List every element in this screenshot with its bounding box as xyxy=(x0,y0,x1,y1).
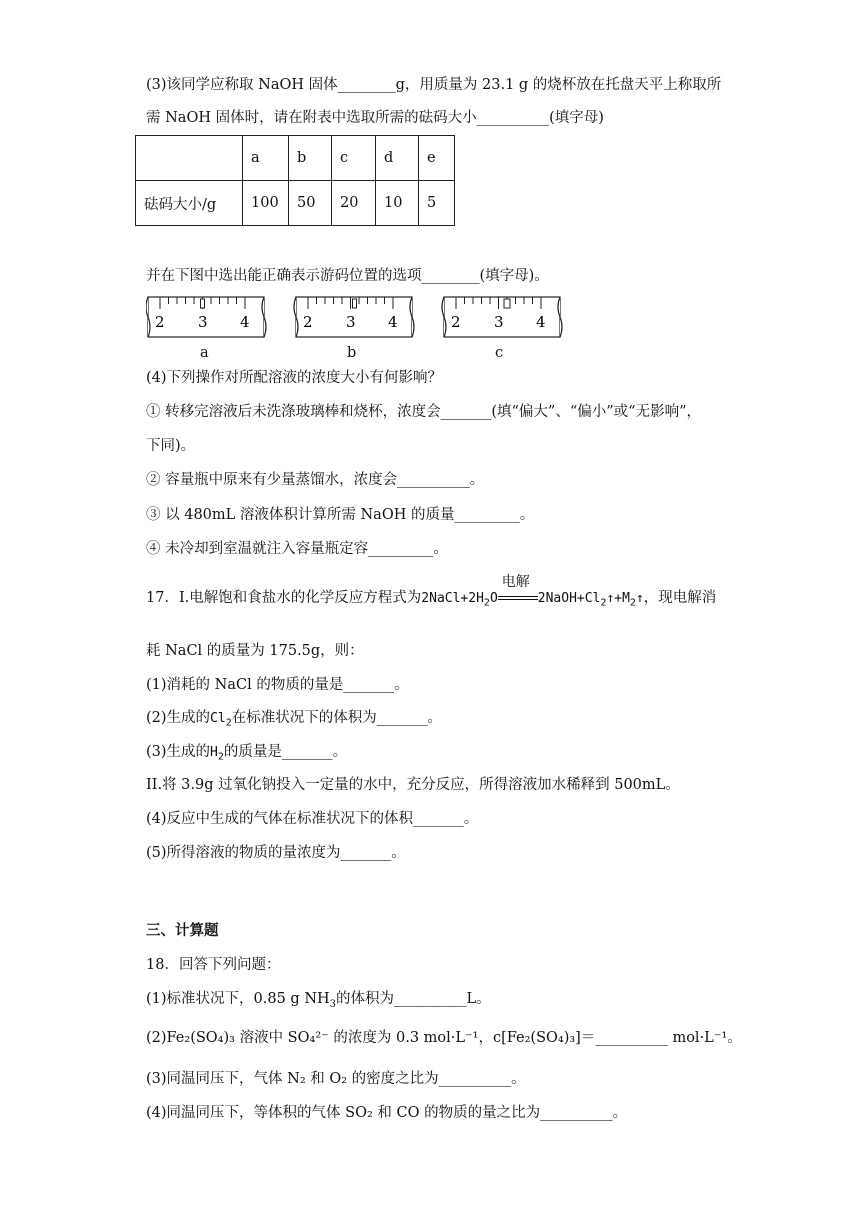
section-title: 三、计算题 xyxy=(146,922,219,939)
ruler-tick-label: 4 xyxy=(536,313,546,331)
weights-table xyxy=(135,135,455,226)
ruler-tick-label: 2 xyxy=(155,313,165,331)
q18-intro: 18．回答下列问题： xyxy=(146,957,281,973)
table-cell: 100 xyxy=(243,181,289,226)
q17-question-1: (1)消耗的 NaCl 的物质的量是_______。 xyxy=(146,677,409,693)
ruler-b xyxy=(294,297,414,337)
table-header-cell: b xyxy=(289,136,332,181)
q17-q3-pre: (3)生成的 xyxy=(146,744,211,760)
ruler-tick-label: 2 xyxy=(451,313,461,331)
q17-q3-post: 的质量是_______。 xyxy=(223,744,348,760)
weights-table-data-row xyxy=(136,181,455,226)
table-header-cell: c xyxy=(332,136,376,181)
q17-intro xyxy=(146,573,717,609)
ruler-a xyxy=(146,297,266,337)
q18-question-1: (1)标准状况下，0.85 g $NH_3$的体积为__________L。 xyxy=(146,991,491,1010)
q18-question-2: (2)Fe₂(SO₄)₃ 溶液中 SO₄²⁻ 的浓度为 0.3 mol·L⁻¹，c[Fe₂(SO₄)₃]＝__________ mol·L⁻¹。 xyxy=(146,1030,742,1046)
table-cell: 50 xyxy=(289,181,332,226)
table-header-cell: a xyxy=(243,136,289,181)
ruler-tick-label: 4 xyxy=(240,313,250,331)
ruler-a-label: a xyxy=(200,345,209,361)
q16-part4-title: (4)下列操作对所配溶液的浓度大小有何影响？ xyxy=(146,370,443,386)
table-header-cell: e xyxy=(419,136,455,181)
q17-question-5: (5)所得溶液的物质的量浓度为_______。 xyxy=(146,845,406,861)
q17-q2-post: 在标准状况下的体积为_______。 xyxy=(231,710,442,726)
q17-q2-pre: (2)生成的 xyxy=(146,710,211,726)
ruler-tick-label: 3 xyxy=(494,313,504,331)
equation-tail: +M xyxy=(614,591,630,606)
q16-part4-item4: ④ 未冷却到室温就注入容量瓶定容_________。 xyxy=(146,541,448,557)
ruler-c xyxy=(442,297,562,337)
equation-left: 2NaCl+2H xyxy=(421,591,484,606)
q17-part2: II.将 3.9g 过氧化钠投入一定量的水中，充分反应，所得溶液加水稀释到 500mL。 xyxy=(146,777,680,793)
q18-q1-pre: (1)标准状况下，0.85 g NH xyxy=(146,991,330,1007)
ruler-tick-label: 4 xyxy=(388,313,398,331)
q16-part3-line2: 需 NaOH 固体时，请在附表中选取所需的砝码大小__________(填字母) xyxy=(146,110,604,126)
equation-arrow xyxy=(498,573,538,604)
ruler-tick-label: 2 xyxy=(303,313,313,331)
q17-intro-line2: 耗 NaCl 的质量为 175.5g，则： xyxy=(146,643,364,659)
q17-intro-text-end: ，现电解消 xyxy=(643,590,717,606)
q17-question-2: (2)生成的$Cl_2$在标准状况下的体积为_______。 xyxy=(146,710,442,729)
ruler-b-label: b xyxy=(347,345,357,361)
q16-part4-item3: ③ 以 480mL 溶液体积计算所需 NaOH 的质量_________。 xyxy=(146,507,535,523)
q17-question-4: (4)反应中生成的气体在标准状况下的体积_______。 xyxy=(146,811,479,827)
ruler-tick-label: 3 xyxy=(346,313,356,331)
table-cell: 5 xyxy=(419,181,455,226)
q16-part4-item1-cont: 下同)。 xyxy=(146,438,196,454)
q18-question-3: (3)同温同压下，气体 N₂ 和 O₂ 的密度之比为__________。 xyxy=(146,1071,526,1087)
q18-question-4: (4)同温同压下，等体积的气体 SO₂ 和 CO 的物质的量之比为__________。 xyxy=(146,1105,628,1121)
q18-q1-post: 的体积为__________L。 xyxy=(336,991,491,1007)
q17-equation: $2NaCl+2H_2O$ 电解 $2NaOH+Cl_2↑+M_2↑$ xyxy=(421,573,644,609)
equation-condition: 电解 xyxy=(501,573,530,590)
rider-prompt: 并在下图中选出能正确表示游码位置的选项________(填字母)。 xyxy=(146,268,549,284)
ruler-c-label: c xyxy=(495,345,504,361)
ruler-tick-label: 3 xyxy=(198,313,208,331)
q16-part4-item2: ② 容量瓶中原来有少量蒸馏水，浓度会__________。 xyxy=(146,472,485,488)
table-cell: 20 xyxy=(332,181,376,226)
weights-table-header-row xyxy=(136,136,455,181)
equation-right: 2NaOH+Cl xyxy=(537,591,601,606)
q16-part3-line1: (3)该同学应称取 NaOH 固体________g，用质量为 23.1 g 的烧杯放在托盘天平上称取所 xyxy=(146,77,722,93)
q17-intro-text: 17．I.电解饱和食盐水的化学反应方程式为 xyxy=(146,590,422,606)
table-row-label: 砝码大小/g xyxy=(136,181,243,226)
q16-part4-item1: ① 转移完溶液后未洗涤玻璃棒和烧杯，浓度会_______(填“偏大”、“偏小”或“无影响”， xyxy=(146,404,701,420)
table-cell: 10 xyxy=(376,181,419,226)
table-header-cell: d xyxy=(376,136,419,181)
table-header-cell xyxy=(136,136,243,181)
q17-question-3: (3)生成的$H_2$的质量是_______。 xyxy=(146,744,348,763)
